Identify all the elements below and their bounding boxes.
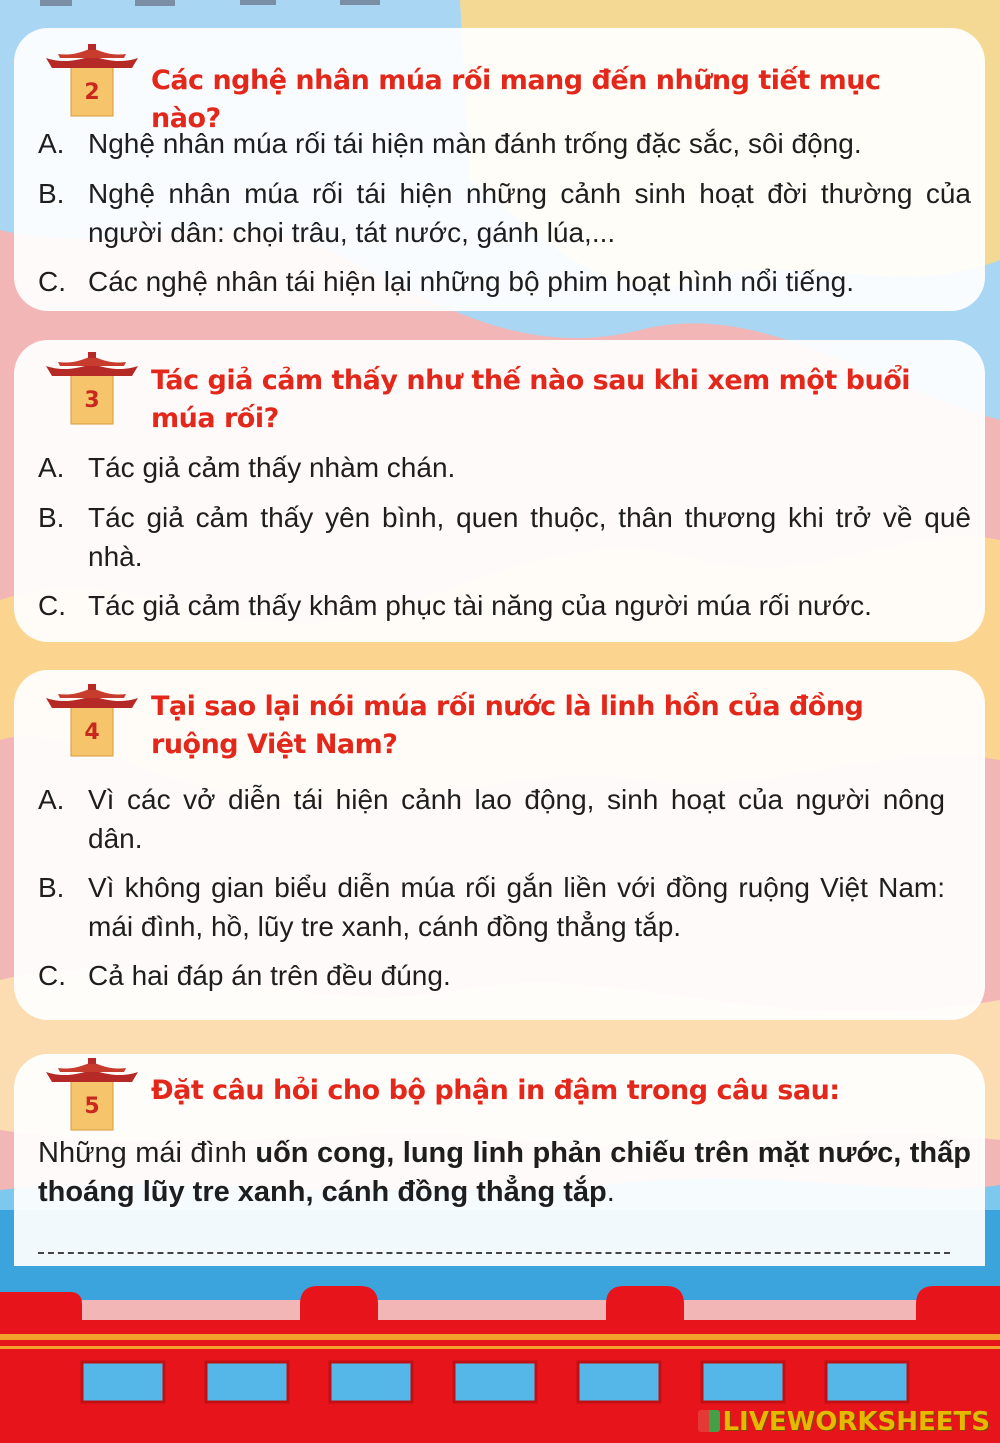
question-number: 5 [84,1094,100,1119]
sentence-end: . [606,1176,615,1208]
option-c[interactable] [38,586,971,625]
pagoda-badge [44,1058,140,1134]
option-text: Nghệ nhân múa rối tái hiện màn đánh trống đặc sắc, sôi động. [88,128,862,159]
question-card-5 [14,1054,985,1266]
liveworksheets-logo-icon [698,1410,720,1432]
sentence-plain: Những mái đình [38,1137,256,1169]
liveworksheets-logo [698,1407,990,1437]
option-a[interactable] [38,448,971,487]
question-number: 4 [84,720,100,745]
answer-line[interactable] [38,1252,950,1254]
question-card-3 [14,340,985,642]
option-a[interactable] [38,780,945,858]
option-a[interactable] [38,124,971,163]
option-letter: A. [38,452,65,483]
question-title: Tại sao lại nói múa rối nước là linh hồn của đồng ruộng Việt Nam? [151,691,864,760]
option-letter: B. [38,872,65,903]
option-letter: B. [38,502,65,533]
option-letter: A. [38,784,65,815]
option-c[interactable] [38,956,971,995]
question-title: Đặt câu hỏi cho bộ phận in đậm trong câu sau: [151,1075,840,1106]
question-title: Các nghệ nhân múa rối mang đến những tiết mục nào? [151,65,881,134]
option-text: Vì các vở diễn tái hiện cảnh lao động, sinh hoạt của người nông dân. [88,784,945,854]
option-text: Tác giả cảm thấy yên bình, quen thuộc, thân thương khi trở về quê nhà. [88,502,971,572]
option-text: Nghệ nhân múa rối tái hiện những cảnh sinh hoạt đời thường của người dân: chọi trâu, tát nước, gánh lúa,... [88,178,971,248]
sentence-bold-part: uốn cong, lung linh phản chiếu trên mặt nước, thấp thoáng lũy tre xanh, cánh đồng thẳng tắp [38,1137,971,1208]
option-letter: C. [38,960,66,991]
pagoda-badge [44,352,140,428]
option-b[interactable] [38,174,971,252]
option-letter: B. [38,178,65,209]
option-letter: C. [38,590,66,621]
option-letter: A. [38,128,65,159]
pagoda-badge [44,44,140,120]
option-text: Cả hai đáp án trên đều đúng. [88,960,451,991]
option-text: Vì không gian biểu diễn múa rối gắn liền với đồng ruộng Việt Nam: mái đình, hồ, lũy tre xanh, cánh đồng thẳng tắp. [88,872,945,942]
option-c[interactable] [38,262,971,301]
option-b[interactable] [38,498,971,576]
question-sentence [38,1134,971,1212]
option-letter: C. [38,266,66,297]
option-b[interactable] [38,868,945,946]
question-number: 2 [84,80,100,105]
question-title: Tác giả cảm thấy như thế nào sau khi xem một buổi múa rối? [151,365,911,434]
question-number: 3 [84,388,100,413]
option-text: Các nghệ nhân tái hiện lại những bộ phim hoạt hình nổi tiếng. [88,266,854,297]
pagoda-badge [44,684,140,760]
question-card-4 [14,670,985,1020]
option-text: Tác giả cảm thấy nhàm chán. [88,452,456,483]
question-card-2 [14,28,985,311]
option-text: Tác giả cảm thấy khâm phục tài năng của người múa rối nước. [88,590,872,621]
logo-text: LIVEWORKSHEETS [722,1407,990,1437]
